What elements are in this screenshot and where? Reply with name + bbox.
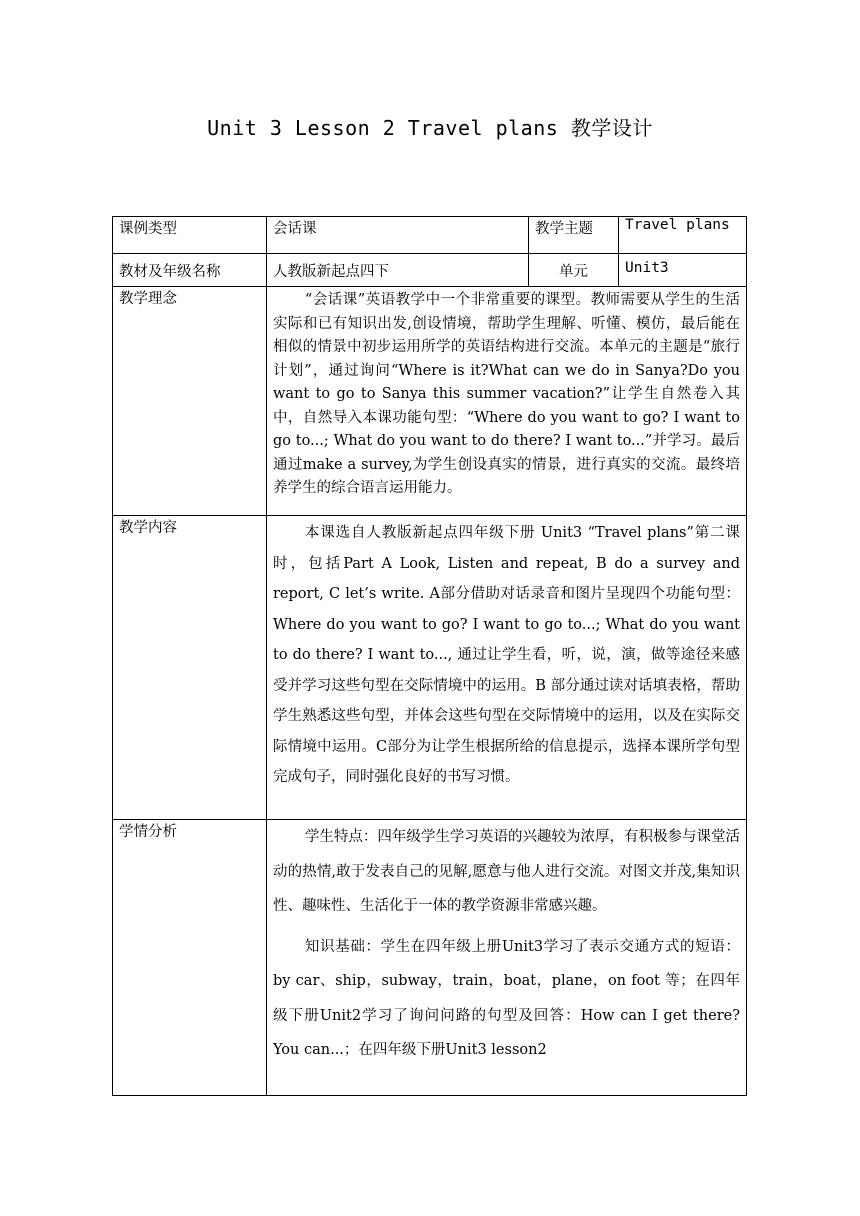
content-cell (267, 516, 747, 820)
analysis-label: 学情分析 (113, 820, 267, 1096)
theme-value: Travel plans (619, 217, 747, 254)
unit-value: Unit3 (619, 254, 747, 287)
philosophy-cell (267, 287, 747, 516)
lesson-type-value: 会话课 (267, 217, 529, 254)
unit-label: 单元 (529, 254, 619, 287)
analysis-cell (267, 820, 747, 1096)
table-row (113, 820, 747, 1096)
philosophy-label: 教学理念 (113, 287, 267, 516)
theme-label: 教学主题 (529, 217, 619, 254)
table-row (113, 254, 747, 287)
lesson-plan-table (112, 216, 747, 1096)
philosophy-text: “会话课”英语教学中一个非常重要的课型。教师需要从学生的生活实际和已有知识出发,创设情境，帮助学生理解、听懂、模仿，最后能在相似的情景中初步运用所学的英语结构进行交流。本单元的主题是“旅行计划”，通过询问“Where is it?What can we do in Sanya?Do you want to go to Sanya this summer vacation?”让学生自然卷入其中，自然导入本课功能句型：“Where do you want to go? I want to go to...; What do you want to do there? I want to...”并学习。最后通过make a survey,为学生创设真实的情景，进行真实的交流。最终培养学生的综合语言运用能力。 (273, 292, 740, 496)
document-title: Unit 3 Lesson 2 Travel plans 教学设计 (207, 116, 653, 140)
lesson-type-label: 课例类型 (113, 217, 267, 254)
analysis-paragraph-knowledge: 知识基础：学生在四年级上册Unit3学习了表示交通方式的短语：by car、ship，subway，train，boat，plane，on foot 等；在四年级下册Unit2学习了询问问路的句型及回答：How can I get there? You can...；在四年级下册Unit3 lesson2 (273, 938, 740, 1058)
textbook-grade-label: 教材及年级名称 (113, 254, 267, 287)
textbook-grade-value: 人教版新起点四下 (267, 254, 529, 287)
content-label: 教学内容 (113, 516, 267, 820)
table-row (113, 217, 747, 254)
analysis-paragraph-students: 学生特点：四年级学生学习英语的兴趣较为浓厚，有积极参与课堂活动的热情,敢于发表自己的见解,愿意与他人进行交流。对图文并茂,集知识性、趣味性、生活化于一体的教学资源非常感兴趣。 (273, 829, 740, 914)
table-row (113, 287, 747, 516)
content-text: 本课选自人教版新起点四年级下册 Unit3 “Travel plans”第二课时，包括Part A Look, Listen and repeat, B do a survey and report, C let’s write. A部分借助对话录音和图片呈现四个功能句型：Where do you want to go? I want to go to...; What do you want to do there? I want to..., 通过让学生看，听，说，演，做等途径来感受并学习这些句型在交际情境中的运用。B 部分通过读对话填表格，帮助学生熟悉这些句型，并体会这些句型在交际情境中的运用，以及在实际交际情境中运用。C部分为让学生根据所给的信息提示，选择本课所学句型完成句子，同时强化良好的书写习惯。 (273, 525, 740, 785)
table-row (113, 516, 747, 820)
